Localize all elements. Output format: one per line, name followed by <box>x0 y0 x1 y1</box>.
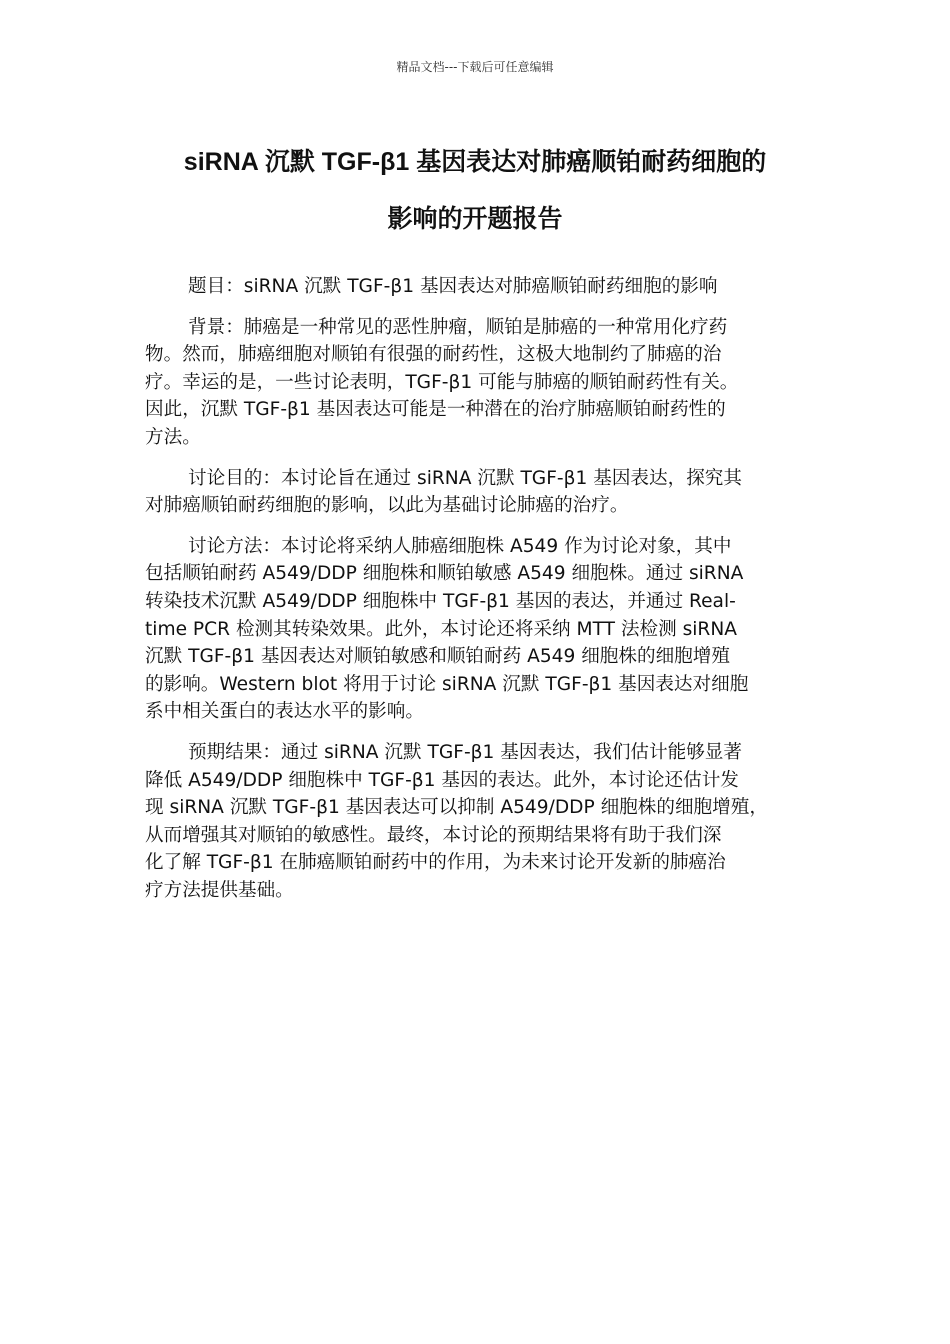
paragraph-expected-results <box>145 739 813 905</box>
paragraph-line: 物。然而，肺癌细胞对顺铂有很强的耐药性，这极大地制约了肺癌的治 <box>145 344 722 366</box>
paragraph-line: 现 siRNA 沉默 TGF-β1 基因表达可以抑制 A549/DDP 细胞株的细胞增殖， <box>145 797 768 819</box>
paragraph-line: 降低 A549/DDP 细胞株中 TGF-β1 基因的表达。此外，本讨论还估计发 <box>145 769 739 791</box>
paragraph-line: 化了解 TGF-β1 在肺癌顺铂耐药中的作用，为未来讨论开发新的肺癌治 <box>145 852 726 874</box>
paragraph-line: 因此，沉默 TGF-β1 基因表达可能是一种潜在的治疗肺癌顺铂耐药性的 <box>145 399 726 421</box>
paragraph-methods <box>145 533 813 726</box>
document-title <box>130 134 820 248</box>
paragraph-line: time PCR 检测其转染效果。此外，本讨论还将采纳 MTT 法检测 siRNA <box>145 618 737 640</box>
paragraph-line: 转染技术沉默 A549/DDP 细胞株中 TGF-β1 基因的表达，并通过 Real- <box>145 590 736 612</box>
paragraph-topic <box>145 273 813 301</box>
page-header-note: 精品文档---下载后可任意编辑 <box>396 60 554 74</box>
document-title-line-2: 影响的开题报告 <box>387 205 563 233</box>
document-body <box>145 273 813 917</box>
paragraph-line: 从而增强其对顺铂的敏感性。最终，本讨论的预期结果将有助于我们深 <box>145 824 722 846</box>
paragraph-background <box>145 314 813 452</box>
paragraph-line: 背景：肺癌是一种常见的恶性肿瘤，顺铂是肺癌的一种常用化疗药 <box>188 316 728 338</box>
paragraph-line: 沉默 TGF-β1 基因表达对顺铂敏感和顺铂耐药 A549 细胞株的细胞增殖 <box>145 646 730 668</box>
paragraph-line: 讨论目的：本讨论旨在通过 siRNA 沉默 TGF-β1 基因表达，探究其 <box>188 467 742 489</box>
document-title-line-1: siRNA 沉默 TGF-β1 基因表达对肺癌顺铂耐药细胞的 <box>183 148 767 176</box>
paragraph-line: 预期结果：通过 siRNA 沉默 TGF-β1 基因表达，我们估计能够显著 <box>188 741 742 763</box>
paragraph-line: 方法。 <box>145 426 201 448</box>
paragraph-line: 的影响。Western blot 将用于讨论 siRNA 沉默 TGF-β1 基因表达对细胞 <box>145 673 749 695</box>
paragraph-line: 题目：siRNA 沉默 TGF-β1 基因表达对肺癌顺铂耐药细胞的影响 <box>188 276 718 297</box>
paragraph-line: 讨论方法：本讨论将采纳人肺癌细胞株 A549 作为讨论对象，其中 <box>188 535 732 557</box>
paragraph-line: 对肺癌顺铂耐药细胞的影响，以此为基础讨论肺癌的治疗。 <box>145 495 629 517</box>
paragraph-line: 疗方法提供基础。 <box>145 879 294 901</box>
paragraph-line: 包括顺铂耐药 A549/DDP 细胞株和顺铂敏感 A549 细胞株。通过 siRNA <box>145 563 744 585</box>
paragraph-objective <box>145 465 813 520</box>
paragraph-line: 系中相关蛋白的表达水平的影响。 <box>145 701 424 723</box>
paragraph-line: 疗。幸运的是，一些讨论表明，TGF-β1 可能与肺癌的顺铂耐药性有关。 <box>145 371 739 393</box>
